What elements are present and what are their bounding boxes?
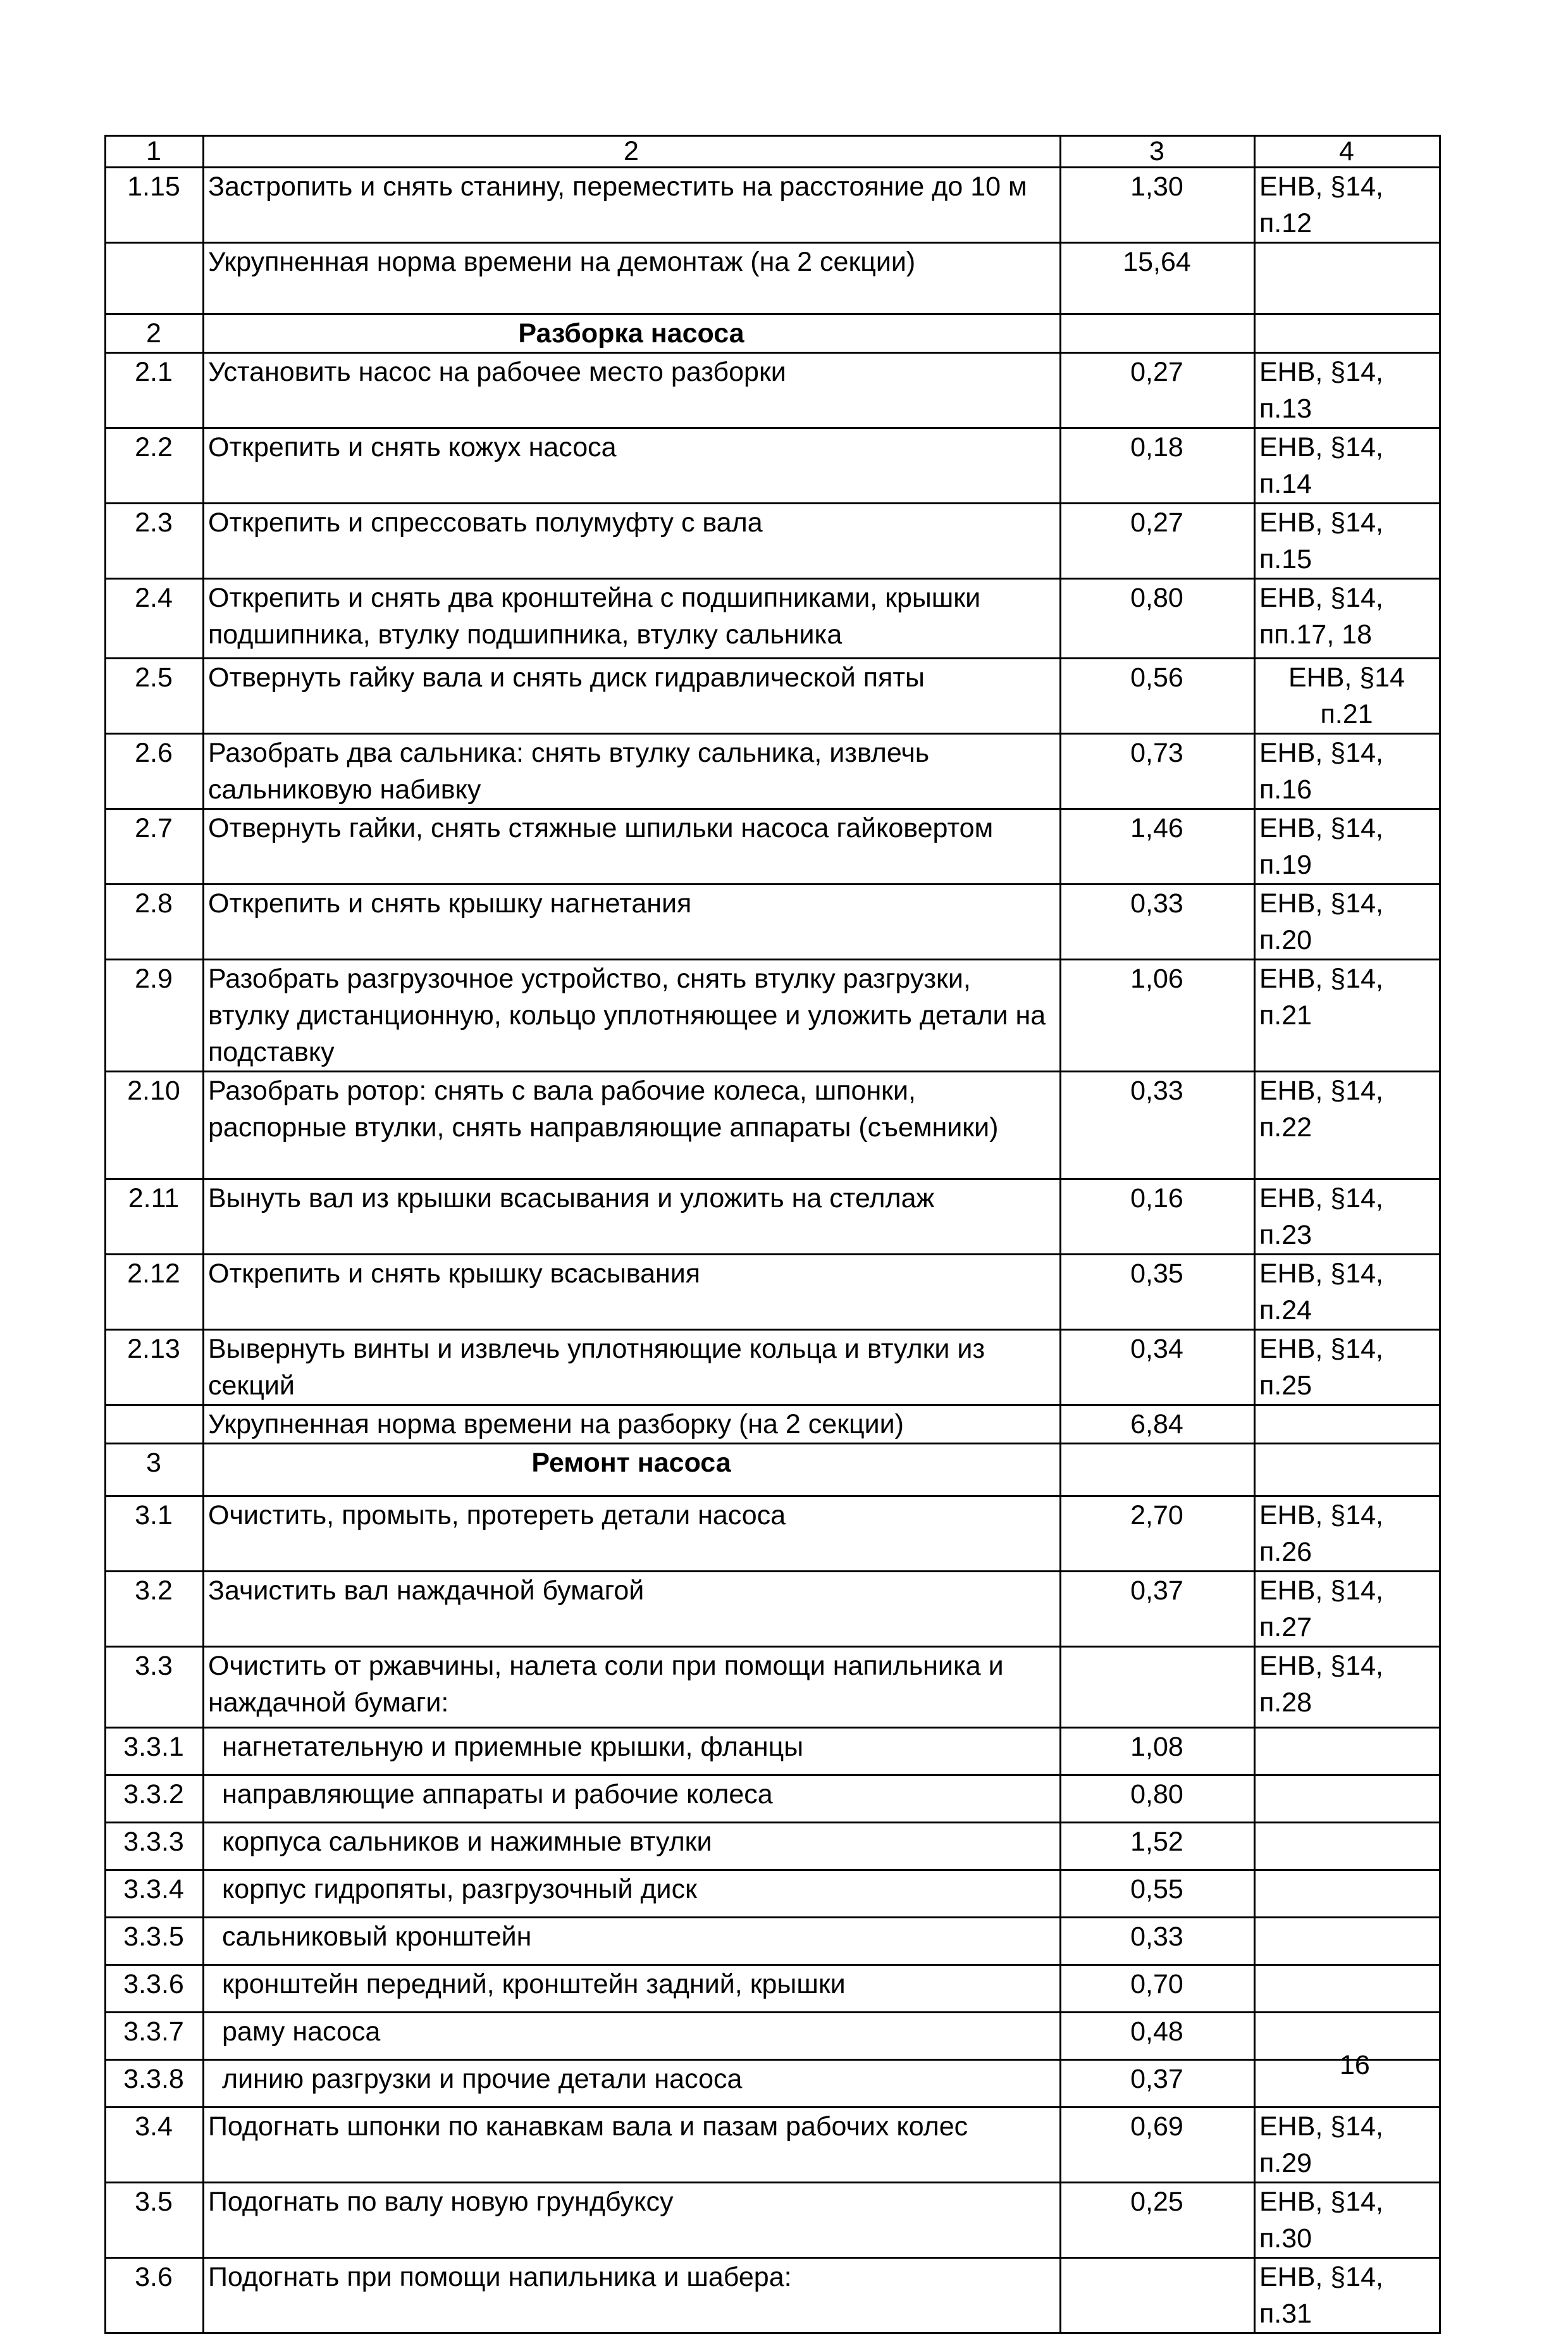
table-row bbox=[106, 659, 1440, 734]
operation-description-cell: корпуса сальников и нажимные втулки bbox=[204, 1823, 1061, 1870]
header-row bbox=[106, 136, 1440, 168]
reference-cell: ЕНВ, §14, п.28 bbox=[1255, 1647, 1440, 1728]
operation-description-cell: Вывернуть винты и извлечь уплотняющие кольца и втулки из секций bbox=[204, 1330, 1061, 1405]
table-row bbox=[106, 1496, 1440, 1572]
time-norm-cell: 0,48 bbox=[1061, 2013, 1255, 2060]
reference-cell bbox=[1255, 1823, 1440, 1870]
operation-description-cell: Разобрать два сальника: снять втулку сальника, извлечь сальниковую набивку bbox=[204, 734, 1061, 809]
operation-description-cell: Вынуть вал из крышки всасывания и уложить на стеллаж bbox=[204, 1179, 1061, 1255]
item-number-cell: 2.1 bbox=[106, 353, 204, 428]
reference-cell bbox=[1255, 1918, 1440, 1965]
table-row bbox=[106, 960, 1440, 1072]
item-number-cell: 2.13 bbox=[106, 1330, 204, 1405]
reference-cell bbox=[1255, 243, 1440, 314]
time-norm-cell: 6,84 bbox=[1061, 1405, 1255, 1444]
time-norm-cell bbox=[1061, 1444, 1255, 1496]
item-number-cell: 3.3.7 bbox=[106, 2013, 204, 2060]
table-row bbox=[106, 1775, 1440, 1823]
table-row bbox=[106, 504, 1440, 579]
time-norm-cell: 0,25 bbox=[1061, 2183, 1255, 2258]
time-norm-cell: 0,69 bbox=[1061, 2107, 1255, 2183]
operation-description-cell: линию разгрузки и прочие детали насоса bbox=[204, 2060, 1061, 2107]
item-number-cell: 2.2 bbox=[106, 428, 204, 504]
reference-cell: ЕНВ, §14, п.30 bbox=[1255, 2183, 1440, 2258]
item-number-cell: 2.7 bbox=[106, 809, 204, 885]
table-row bbox=[106, 1870, 1440, 1918]
reference-cell bbox=[1255, 1775, 1440, 1823]
item-number-cell: 1.15 bbox=[106, 168, 204, 243]
table-row bbox=[106, 809, 1440, 885]
item-number-cell: 3 bbox=[106, 1444, 204, 1496]
item-number-cell: 3.4 bbox=[106, 2107, 204, 2183]
table-row bbox=[106, 1255, 1440, 1330]
item-number-cell: 3.3.3 bbox=[106, 1823, 204, 1870]
reference-cell: ЕНВ, §14, п.26 bbox=[1255, 1496, 1440, 1572]
page-number: 16 bbox=[1340, 2050, 1370, 2080]
reference-cell bbox=[1255, 1405, 1440, 1444]
time-norm-cell: 0,70 bbox=[1061, 1965, 1255, 2013]
reference-cell bbox=[1255, 314, 1440, 353]
time-norm-cell bbox=[1061, 314, 1255, 353]
reference-cell: ЕНВ, §14, п.13 bbox=[1255, 353, 1440, 428]
time-norm-cell: 2,70 bbox=[1061, 1496, 1255, 1572]
table-row bbox=[106, 1330, 1440, 1405]
table-row bbox=[106, 2107, 1440, 2183]
item-number-cell: 3.3.1 bbox=[106, 1728, 204, 1775]
item-number-cell: 2.11 bbox=[106, 1179, 204, 1255]
operation-description-cell: Открепить и снять два кронштейна с подшипниками, крышки подшипника, втулку подшипника, втулку сальника bbox=[204, 579, 1061, 659]
section-row bbox=[106, 1444, 1440, 1496]
table-row bbox=[106, 1965, 1440, 2013]
reference-cell: ЕНВ, §14, п.27 bbox=[1255, 1572, 1440, 1647]
item-number-cell: 2.5 bbox=[106, 659, 204, 734]
table-row bbox=[106, 353, 1440, 428]
reference-cell: ЕНВ, §14, п.22 bbox=[1255, 1072, 1440, 1179]
time-norm-cell: 0,80 bbox=[1061, 579, 1255, 659]
reference-cell: ЕНВ, §14, п.14 bbox=[1255, 428, 1440, 504]
table-row bbox=[106, 2060, 1440, 2107]
item-number-cell bbox=[106, 243, 204, 314]
operation-description-cell: Разобрать разгрузочное устройство, снять втулку разгрузки, втулку дистанционную, кольцо уплотняющее и уложить детали на подставку bbox=[204, 960, 1061, 1072]
item-number-cell: 3.6 bbox=[106, 2258, 204, 2333]
time-norm-cell: 0,33 bbox=[1061, 1072, 1255, 1179]
time-norm-cell: 0,37 bbox=[1061, 1572, 1255, 1647]
time-norm-cell: 1,46 bbox=[1061, 809, 1255, 885]
operation-description-cell: Зачистить вал наждачной бумагой bbox=[204, 1572, 1061, 1647]
time-norm-cell: 1,08 bbox=[1061, 1728, 1255, 1775]
item-number-cell: 3.3.4 bbox=[106, 1870, 204, 1918]
item-number-cell: 2.8 bbox=[106, 885, 204, 960]
table-row bbox=[106, 1918, 1440, 1965]
operation-description-cell: Застропить и снять станину, переместить на расстояние до 10 м bbox=[204, 168, 1061, 243]
time-norm-cell bbox=[1061, 1647, 1255, 1728]
reference-cell: ЕНВ, §14, п.25 bbox=[1255, 1330, 1440, 1405]
time-norm-cell bbox=[1061, 2258, 1255, 2333]
time-norm-cell: 1,30 bbox=[1061, 168, 1255, 243]
time-norm-cell: 0,33 bbox=[1061, 1918, 1255, 1965]
item-number-cell: 3.5 bbox=[106, 2183, 204, 2258]
operation-description-cell: раму насоса bbox=[204, 2013, 1061, 2060]
reference-cell bbox=[1255, 1965, 1440, 2013]
operation-description-cell: Подогнать по валу новую грундбуксу bbox=[204, 2183, 1061, 2258]
reference-cell: ЕНВ, §14, п.16 bbox=[1255, 734, 1440, 809]
time-norm-cell: 0,33 bbox=[1061, 885, 1255, 960]
operation-description-cell: Отвернуть гайку вала и снять диск гидравлической пяты bbox=[204, 659, 1061, 734]
operation-description-cell: Открепить и снять кожух насоса bbox=[204, 428, 1061, 504]
reference-cell: ЕНВ, §14 п.21 bbox=[1255, 659, 1440, 734]
operation-description-cell: Укрупненная норма времени на демонтаж (на 2 секции) bbox=[204, 243, 1061, 314]
time-norm-cell: 0,27 bbox=[1061, 353, 1255, 428]
operation-description-cell: Укрупненная норма времени на разборку (на 2 секции) bbox=[204, 1405, 1061, 1444]
table-row bbox=[106, 1179, 1440, 1255]
table-row bbox=[106, 579, 1440, 659]
operation-description-cell: Очистить от ржавчины, налета соли при помощи напильника и наждачной бумаги: bbox=[204, 1647, 1061, 1728]
time-norm-cell: 0,27 bbox=[1061, 504, 1255, 579]
time-norm-cell: 0,55 bbox=[1061, 1870, 1255, 1918]
time-norm-cell: 0,16 bbox=[1061, 1179, 1255, 1255]
time-norm-cell: 0,73 bbox=[1061, 734, 1255, 809]
reference-cell: ЕНВ, §14, п.20 bbox=[1255, 885, 1440, 960]
reference-cell: ЕНВ, §14, п.24 bbox=[1255, 1255, 1440, 1330]
operation-description-cell: нагнетательную и приемные крышки, фланцы bbox=[204, 1728, 1061, 1775]
operation-description-cell: направляющие аппараты и рабочие колеса bbox=[204, 1775, 1061, 1823]
column-header-4: 4 bbox=[1255, 136, 1440, 168]
reference-cell: ЕНВ, §14, п.12 bbox=[1255, 168, 1440, 243]
column-header-1: 1 bbox=[106, 136, 204, 168]
reference-cell: ЕНВ, §14, п.31 bbox=[1255, 2258, 1440, 2333]
time-norm-cell: 0,56 bbox=[1061, 659, 1255, 734]
table-row bbox=[106, 2258, 1440, 2333]
column-header-2: 2 bbox=[204, 136, 1061, 168]
operation-description-cell: Очистить, промыть, протереть детали насоса bbox=[204, 1496, 1061, 1572]
item-number-cell: 3.3.2 bbox=[106, 1775, 204, 1823]
table-row bbox=[106, 168, 1440, 243]
time-norm-cell: 1,06 bbox=[1061, 960, 1255, 1072]
table-row bbox=[106, 428, 1440, 504]
reference-cell: ЕНВ, §14, п.23 bbox=[1255, 1179, 1440, 1255]
table-row bbox=[106, 1072, 1440, 1179]
operation-description-cell: Открепить и снять крышку всасывания bbox=[204, 1255, 1061, 1330]
item-number-cell: 3.2 bbox=[106, 1572, 204, 1647]
item-number-cell: 2.10 bbox=[106, 1072, 204, 1179]
operation-description-cell: Подогнать шпонки по канавкам вала и пазам рабочих колес bbox=[204, 2107, 1061, 2183]
item-number-cell: 2.9 bbox=[106, 960, 204, 1072]
reference-cell: ЕНВ, §14, пп.17, 18 bbox=[1255, 579, 1440, 659]
table-row bbox=[106, 885, 1440, 960]
table-row bbox=[106, 1405, 1440, 1444]
item-number-cell: 2.4 bbox=[106, 579, 204, 659]
reference-cell: ЕНВ, §14, п.29 bbox=[1255, 2107, 1440, 2183]
operation-description-cell: Открепить и снять крышку нагнетания bbox=[204, 885, 1061, 960]
reference-cell: ЕНВ, §14, п.21 bbox=[1255, 960, 1440, 1072]
item-number-cell: 3.3.6 bbox=[106, 1965, 204, 2013]
table-row bbox=[106, 1823, 1440, 1870]
time-norm-cell: 0,34 bbox=[1061, 1330, 1255, 1405]
time-norm-cell: 0,80 bbox=[1061, 1775, 1255, 1823]
item-number-cell: 3.1 bbox=[106, 1496, 204, 1572]
reference-cell: ЕНВ, §14, п.19 bbox=[1255, 809, 1440, 885]
time-norm-cell: 0,18 bbox=[1061, 428, 1255, 504]
table-row bbox=[106, 1728, 1440, 1775]
time-norm-cell: 1,52 bbox=[1061, 1823, 1255, 1870]
item-number-cell: 2.6 bbox=[106, 734, 204, 809]
item-number-cell: 2.12 bbox=[106, 1255, 204, 1330]
norms-table bbox=[104, 135, 1441, 2334]
norms-table-body bbox=[106, 136, 1440, 2333]
operation-description-cell: корпус гидропяты, разгрузочный диск bbox=[204, 1870, 1061, 1918]
operation-description-cell: Разобрать ротор: снять с вала рабочие колеса, шпонки, распорные втулки, снять направляющие аппараты (съемники) bbox=[204, 1072, 1061, 1179]
reference-cell bbox=[1255, 1728, 1440, 1775]
operation-description-cell: сальниковый кронштейн bbox=[204, 1918, 1061, 1965]
item-number-cell: 2.3 bbox=[106, 504, 204, 579]
reference-cell bbox=[1255, 1870, 1440, 1918]
time-norm-cell: 15,64 bbox=[1061, 243, 1255, 314]
table-row bbox=[106, 734, 1440, 809]
table-row bbox=[106, 2013, 1440, 2060]
column-header-3: 3 bbox=[1061, 136, 1255, 168]
operation-description-cell: Подогнать при помощи напильника и шабера: bbox=[204, 2258, 1061, 2333]
reference-cell: ЕНВ, §14, п.15 bbox=[1255, 504, 1440, 579]
item-number-cell: 3.3.5 bbox=[106, 1918, 204, 1965]
table-row bbox=[106, 1647, 1440, 1728]
reference-cell bbox=[1255, 1444, 1440, 1496]
item-number-cell: 2 bbox=[106, 314, 204, 353]
table-row bbox=[106, 2183, 1440, 2258]
operation-description-cell: Установить насос на рабочее место разборки bbox=[204, 353, 1061, 428]
item-number-cell: 3.3 bbox=[106, 1647, 204, 1728]
table-row bbox=[106, 243, 1440, 314]
operation-description-cell: Открепить и спрессовать полумуфту с вала bbox=[204, 504, 1061, 579]
time-norm-cell: 0,35 bbox=[1061, 1255, 1255, 1330]
operation-description-cell: кронштейн передний, кронштейн задний, крышки bbox=[204, 1965, 1061, 2013]
section-row bbox=[106, 314, 1440, 353]
operation-description-cell: Отвернуть гайки, снять стяжные шпильки насоса гайковертом bbox=[204, 809, 1061, 885]
item-number-cell bbox=[106, 1405, 204, 1444]
operation-description-cell: Разборка насоса bbox=[204, 314, 1061, 353]
item-number-cell: 3.3.8 bbox=[106, 2060, 204, 2107]
table-row bbox=[106, 1572, 1440, 1647]
time-norm-cell: 0,37 bbox=[1061, 2060, 1255, 2107]
operation-description-cell: Ремонт насоса bbox=[204, 1444, 1061, 1496]
